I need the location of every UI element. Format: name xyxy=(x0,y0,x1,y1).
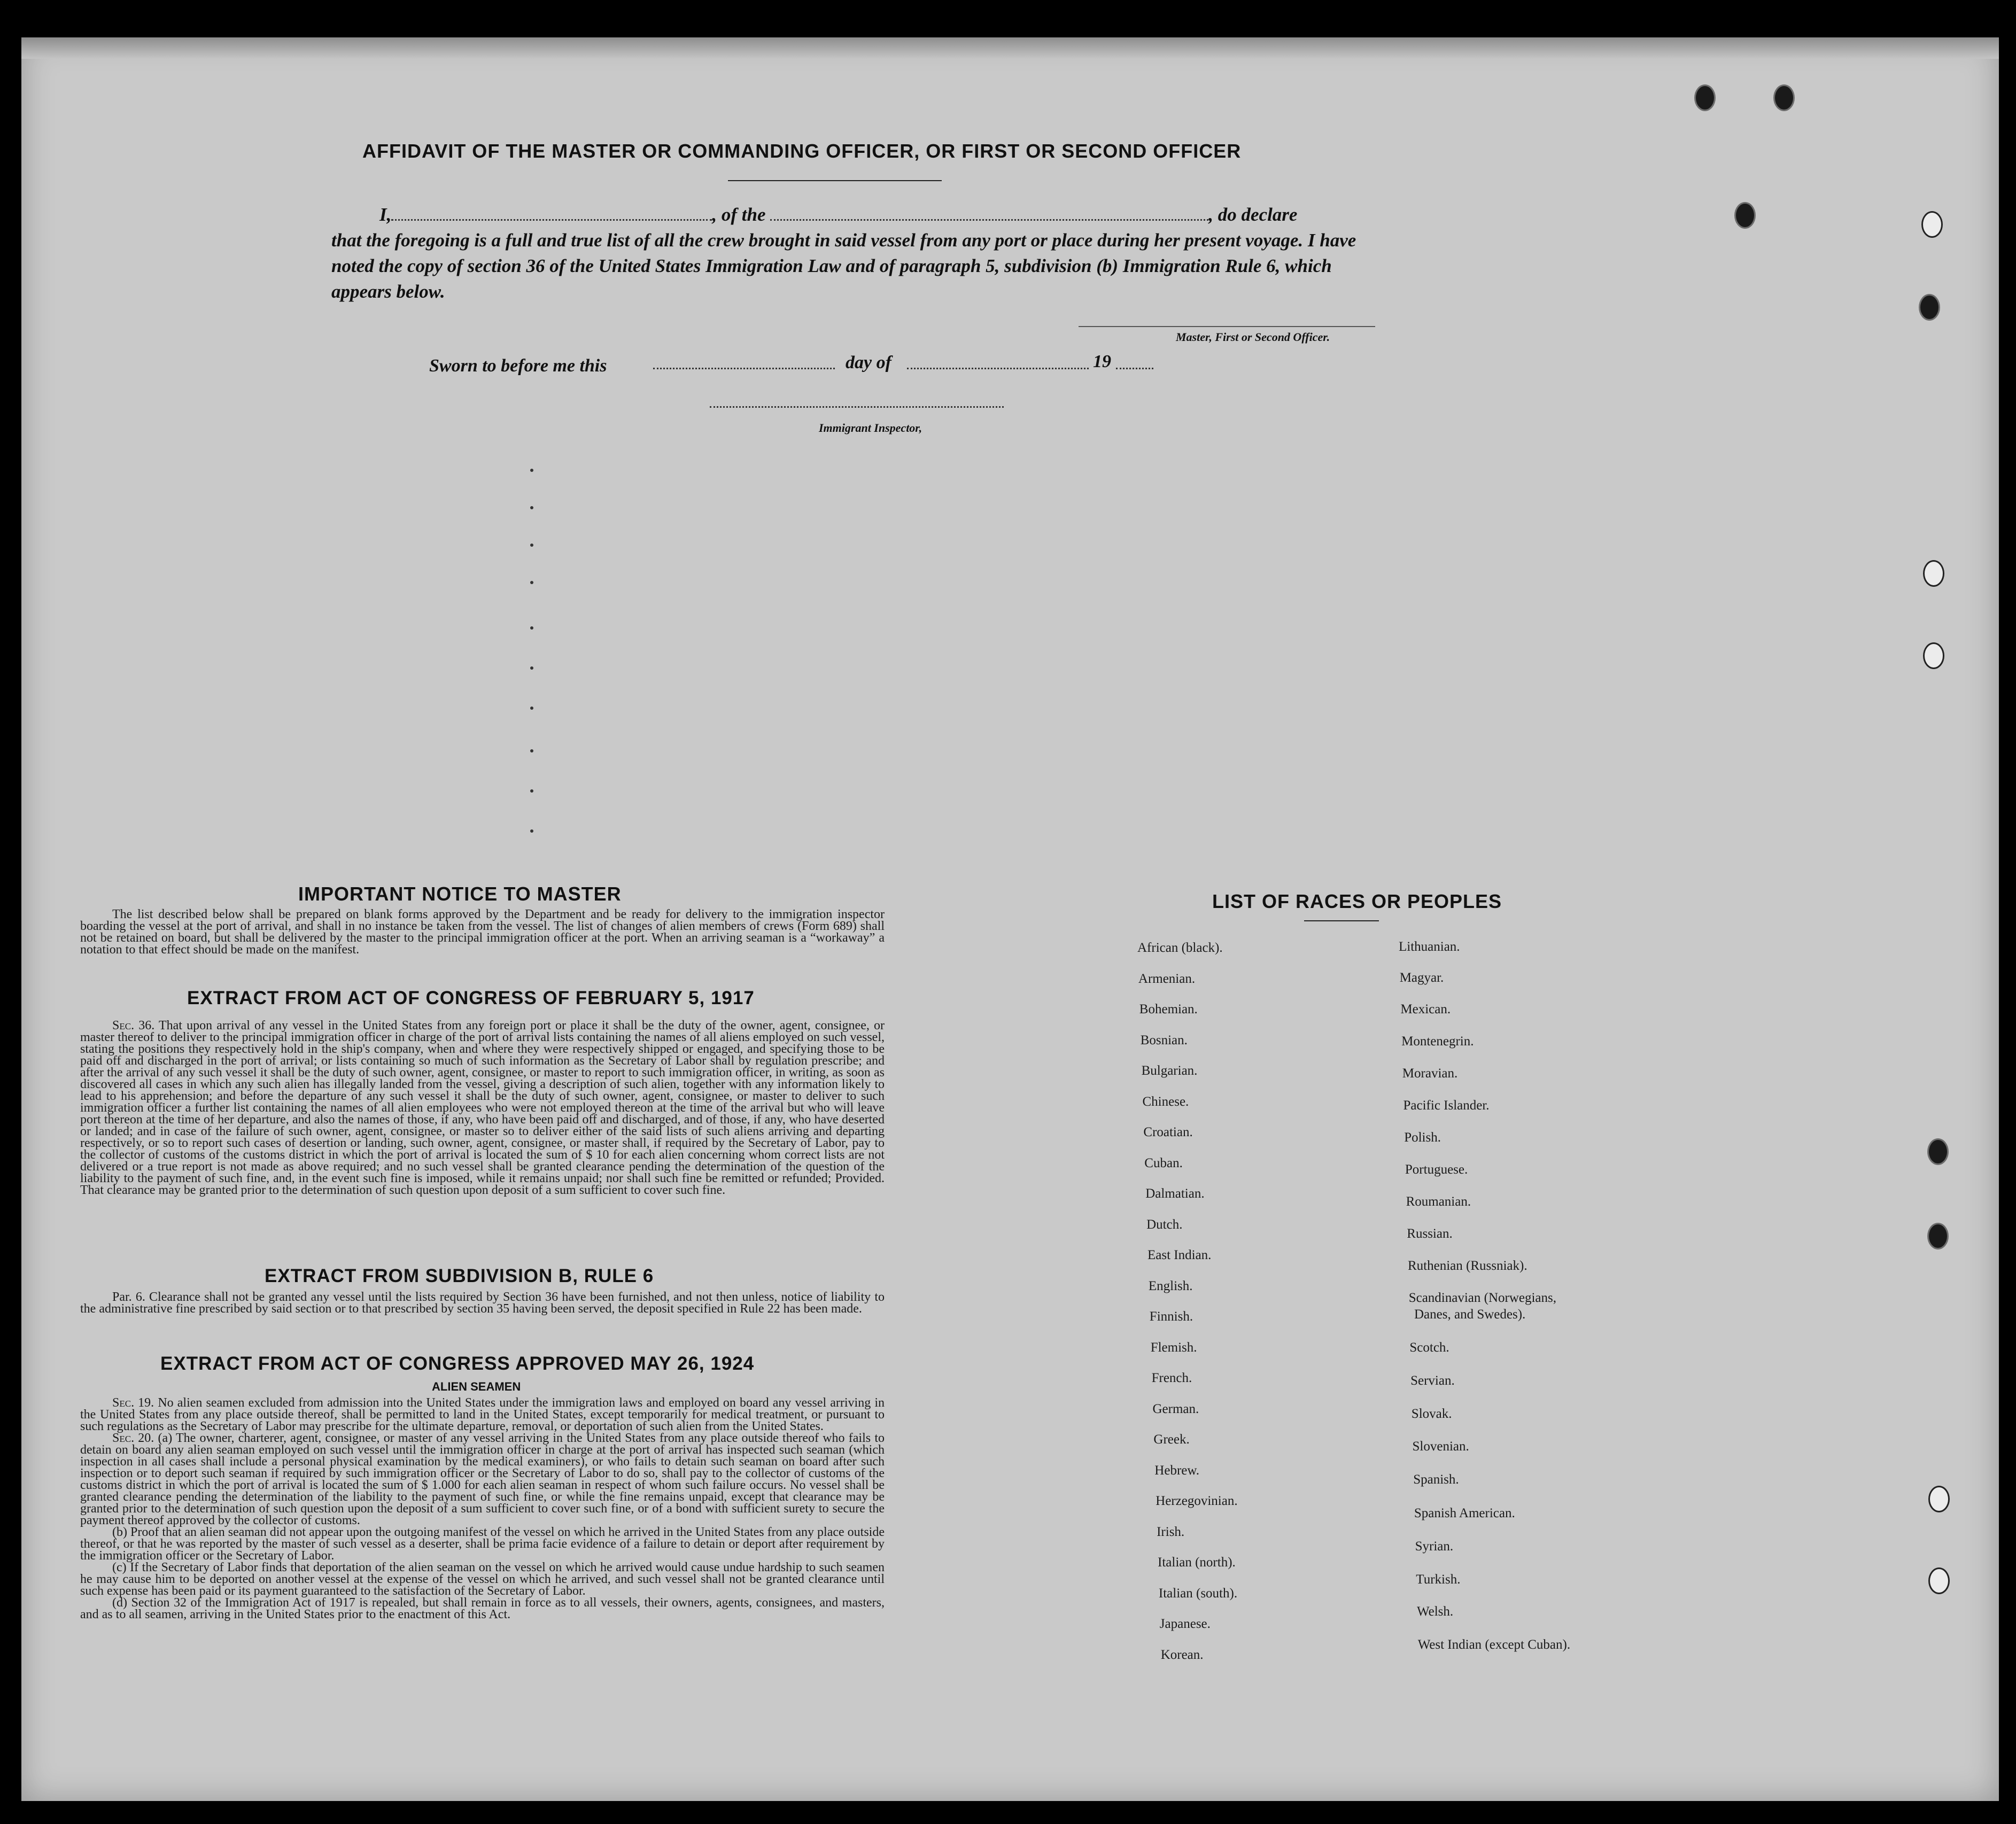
race-item: East Indian. xyxy=(1147,1248,1212,1262)
signature-line xyxy=(1079,326,1375,327)
margin-dot xyxy=(530,666,533,670)
punch-hole xyxy=(1734,202,1756,229)
sec19-label: Sec. 19. xyxy=(112,1396,154,1410)
sec20b-text: (b) Proof that an alien seaman did not appear upon the outgoing manifest of the vessel on which he arrived in the United States from any place outside thereof, or that he was reported by the master of such vessel as a deserter, shall be prima facie evidence of a failure to detain or deport after requirement by the immigration officer or the Secretary of Labor. xyxy=(80,1525,885,1563)
punch-hole xyxy=(1921,211,1943,238)
sec36-text: That upon arrival of any vessel in the United States from any foreign port or place it shall be the duty of the owner, agent, consignee, or master thereof to deliver to the principal immigration officer in charge of the port of arrival lists containing the names of all aliens employed on such vessel, stating the positions they respectively hold in the ship's company, when and where they were respectively shipped or engaged, and specifying those to be paid off and discharged in the port of arrival; or lists containing so much of such information as the Secretary of Labor shall by regulation prescribe; and after the arrival of any such vessel it shall be the duty of such owner, agent, consignee, or master to report to such immigration officer, in writing, as soon as discovered all cases in which any such alien has illegally landed from the vessel, giving a description of such alien, together with any information likely to lead to his apprehension; and before the departure of any such vessel it shall be the duty of such owner, agent, consignee, or master to deliver to such immigration officer a further list containing the names of all alien employees who were not employed thereon at the time of the arrival but who will leave port thereon at the time of her departure, and also the names of those, if any, who have been paid off and discharged, and of those, if any, who have deserted or landed; and in case of the failure of such owner, agent, consignee, or master so to deliver either of the said lists of such aliens arriving and departing respectively, or so to report such cases of desertion or landing, such owner, agent, consignee, or master shall, if required by the Secretary of Labor, pay to the collector of customs of the customs district in which the port of arrival is located the sum of $ 10 for each alien concerning whom correct lists are not delivered or a true report is not made as above required; and no such vessel shall be granted clearance pending the determination of the question of the liability to the payment of such fine, and, in the event such fine is imposed, while it remains unpaid; nor shall such fine be remitted or refunded; Provided. That clearance may be granted prior to the determination of such question upon deposit of a sum sufficient to cover such fine. xyxy=(80,1019,885,1197)
race-item: Bohemian. xyxy=(1139,1002,1198,1016)
race-item: Cuban. xyxy=(1144,1155,1183,1170)
signature-label: Master, First or Second Officer. xyxy=(1176,330,1330,344)
affidavit-title-rule xyxy=(728,180,942,181)
declaration-end: , do declare xyxy=(1208,204,1298,225)
race-item: Magyar. xyxy=(1399,971,1444,985)
punch-hole xyxy=(1928,1567,1950,1594)
inspector-label: Immigrant Inspector, xyxy=(819,421,922,434)
race-item: Moravian. xyxy=(1402,1066,1458,1081)
race-item: Spanish American. xyxy=(1414,1506,1515,1520)
margin-dot xyxy=(530,789,533,793)
race-item: Dalmatian. xyxy=(1145,1186,1205,1201)
races-title-rule xyxy=(1304,920,1379,921)
extract-rule6-title: EXTRACT FROM SUBDIVISION B, RULE 6 xyxy=(265,1266,654,1286)
punch-hole xyxy=(1927,1138,1949,1165)
race-item: Italian (north). xyxy=(1158,1555,1236,1570)
year-label: 19 xyxy=(1093,352,1111,371)
race-item: Syrian. xyxy=(1415,1539,1454,1554)
race-item: African (black). xyxy=(1137,941,1223,955)
race-item: Mexican. xyxy=(1400,1002,1451,1016)
race-item: Irish. xyxy=(1157,1524,1185,1539)
race-item: English. xyxy=(1148,1278,1193,1293)
sec20-label: Sec. 20. xyxy=(112,1431,154,1445)
race-item: Bulgarian. xyxy=(1141,1064,1198,1078)
sec19-text: No alien seamen excluded from admission into the United States under the immigration laws and employed on board any vessel arriving in the United States from any place outside thereof, shall be permitted to land in the United States, except temporarily for medical treatment, or pursuant to such regulations as the Secretary of Labor may prescribe for the ultimate departure, removal, or deportation of such alien from the United States. xyxy=(80,1396,885,1433)
races-title: LIST OF RACES OR PEOPLES xyxy=(1212,890,1502,912)
race-item: Chinese. xyxy=(1142,1094,1189,1109)
race-item: Slovak. xyxy=(1411,1407,1452,1421)
margin-dot xyxy=(530,544,533,547)
sec20c-text: (c) If the Secretary of Labor finds that deportation of the alien seaman on the vessel on which he arrived would cause undue hardship to such seamen he may cause him to be deported on another vessel at the expense of the vessel on which he arrived, and such vessel shall not be granted clearance until such expense has been paid or its payment guaranteed to the satisfaction of the Secretary of Labor. xyxy=(80,1561,885,1598)
race-item: Montenegrin. xyxy=(1401,1034,1474,1049)
margin-dot xyxy=(530,626,533,630)
punch-hole xyxy=(1923,642,1944,669)
race-item: Dutch. xyxy=(1146,1217,1183,1232)
sworn-day-field[interactable] xyxy=(653,368,835,369)
extract-1924-title: EXTRACT FROM ACT OF CONGRESS APPROVED MAY 26, 1924 xyxy=(160,1353,755,1374)
race-item: Pacific Islander. xyxy=(1403,1098,1490,1113)
name-field[interactable] xyxy=(391,203,712,221)
race-item: Spanish. xyxy=(1413,1472,1459,1487)
declaration-i: I, xyxy=(379,204,392,225)
race-item: Ruthenian (Russniak). xyxy=(1408,1259,1527,1273)
race-item: Armenian. xyxy=(1138,971,1196,986)
inspector-signature-field[interactable] xyxy=(710,406,1004,408)
sec20d-text: (d) Section 32 of the Immigration Act of 1917 is repealed, but shall remain in force as to all vessels, their owners, agents, consignees, and masters, and as to all seamen, arriving in the United States prior to the enactment of this Act. xyxy=(80,1596,885,1621)
sworn-month-field[interactable] xyxy=(907,368,1089,369)
sec20a-text: (a) The owner, charterer, agent, consignee, or master of any vessel arriving in the United States from any place outside thereof who fails to detain on board any alien seaman employed on such vessel until the immigration officer in charge at the port of arrival has inspected such seaman (which inspection in all cases shall include a personal physical examination by the medical examiners), or who fails to detain such seaman on board after such inspection or to deport such seaman if required by such immigration officer or the Secretary of Labor to do so, shall pay to the collector of customs of the customs district in which the port of arrival is located the sum of $ 1.000 for each alien seaman in respect of whom such failure occurs. No vessel shall be granted clearance pending the determination of the liability to the payment of such fine, or while the fine remains unpaid, except that clearance may be granted prior to the determination of such question upon the deposit of a sum sufficient to cover such fine, or of a bond with sufficient surety to secure the payment thereof approved by the collector of customs. xyxy=(80,1431,885,1527)
race-item: Turkish. xyxy=(1416,1572,1461,1587)
race-item: Herzegovinian. xyxy=(1156,1494,1238,1508)
sheet-top-edge xyxy=(21,37,1999,59)
extract-rule6-text xyxy=(80,1291,885,1315)
race-item: Italian (south). xyxy=(1158,1586,1238,1601)
race-item: Welsh. xyxy=(1417,1604,1454,1619)
sec36-label: Sec. 36. xyxy=(112,1019,155,1033)
punch-hole xyxy=(1773,84,1795,111)
sworn-label: Sworn to before me this xyxy=(429,356,607,376)
race-item-continuation: Danes, and Swedes). xyxy=(1414,1307,1526,1322)
race-item: Polish. xyxy=(1404,1130,1441,1145)
punch-hole xyxy=(1923,560,1944,587)
notice-title: IMPORTANT NOTICE TO MASTER xyxy=(298,883,622,905)
margin-dot xyxy=(530,469,533,472)
race-item: Russian. xyxy=(1407,1227,1453,1241)
race-item: Portuguese. xyxy=(1405,1162,1468,1177)
race-item: Korean. xyxy=(1160,1647,1204,1662)
declaration-of: , of the xyxy=(712,204,766,225)
race-item: Hebrew. xyxy=(1154,1463,1200,1478)
race-item: West Indian (except Cuban). xyxy=(1417,1637,1571,1652)
alien-seamen-subtitle: ALIEN SEAMEN xyxy=(432,1380,521,1393)
race-item: Lithuanian. xyxy=(1399,940,1460,954)
punch-hole xyxy=(1928,1486,1950,1512)
sworn-year-field[interactable] xyxy=(1116,368,1153,369)
race-item: French. xyxy=(1151,1371,1192,1385)
affidavit-declaration xyxy=(331,202,1379,305)
race-item: Scandinavian (Norwegians, xyxy=(1408,1291,1556,1305)
race-item: Bosnian. xyxy=(1140,1033,1188,1047)
margin-dot xyxy=(530,581,533,584)
margin-dot xyxy=(530,749,533,752)
race-item: Croatian. xyxy=(1143,1125,1193,1139)
punch-hole xyxy=(1919,294,1940,321)
punch-hole xyxy=(1694,84,1716,111)
extract-1924-text xyxy=(80,1397,885,1620)
margin-dot xyxy=(530,707,533,710)
notice-paragraph: The list described below shall be prepared on blank forms approved by the Department and be ready for delivery to the immigration inspector boarding the vessel at the port of arrival, and shall in no instance be taken from the vessel. The list of changes of alien members of crews (Form 689) shall not be retained on board, but shall be delivered by the master to the principal immigration officer at the port. When an arriving seaman is a “workaway” a notation to that effect should be made on the manifest. xyxy=(80,907,885,957)
day-of-label: day of xyxy=(846,353,891,372)
vessel-field[interactable] xyxy=(770,203,1208,221)
extract-1917-text xyxy=(80,1020,885,1196)
race-item: Greek. xyxy=(1153,1432,1190,1447)
punch-hole xyxy=(1927,1223,1949,1249)
race-item: German. xyxy=(1152,1401,1199,1416)
race-item: Slovenian. xyxy=(1412,1439,1469,1454)
extract-1917-title: EXTRACT FROM ACT OF CONGRESS OF FEBRUARY 5, 1917 xyxy=(187,988,755,1008)
margin-dot xyxy=(530,506,533,509)
rule6-paragraph: Par. 6. Clearance shall not be granted any vessel until the lists required by Section 36 have been furnished, and not then unless, notice of liability to the administrative fine prescribed by said section or to that prescribed by section 35 having been served, the deposit specified in Rule 22 has been made. xyxy=(80,1290,885,1316)
race-item: Flemish. xyxy=(1150,1340,1197,1355)
declaration-body: that the foregoing is a full and true list of all the crew brought in said vessel from any port or place during her present voyage. I have noted the copy of section 36 of the United States Immigration Law and of paragraph 5, subdivision (b) Immigration Rule 6, which appears below. xyxy=(331,230,1356,302)
race-item: Roumanian. xyxy=(1406,1194,1471,1209)
race-item: Finnish. xyxy=(1149,1309,1193,1324)
race-item: Scotch. xyxy=(1409,1340,1449,1355)
affidavit-title: AFFIDAVIT OF THE MASTER OR COMMANDING OFFICER, OR FIRST OR SECOND OFFICER xyxy=(362,140,1242,162)
notice-text xyxy=(80,909,885,956)
margin-dot xyxy=(530,829,533,833)
race-item: Japanese. xyxy=(1159,1617,1211,1631)
race-item: Servian. xyxy=(1410,1373,1455,1388)
